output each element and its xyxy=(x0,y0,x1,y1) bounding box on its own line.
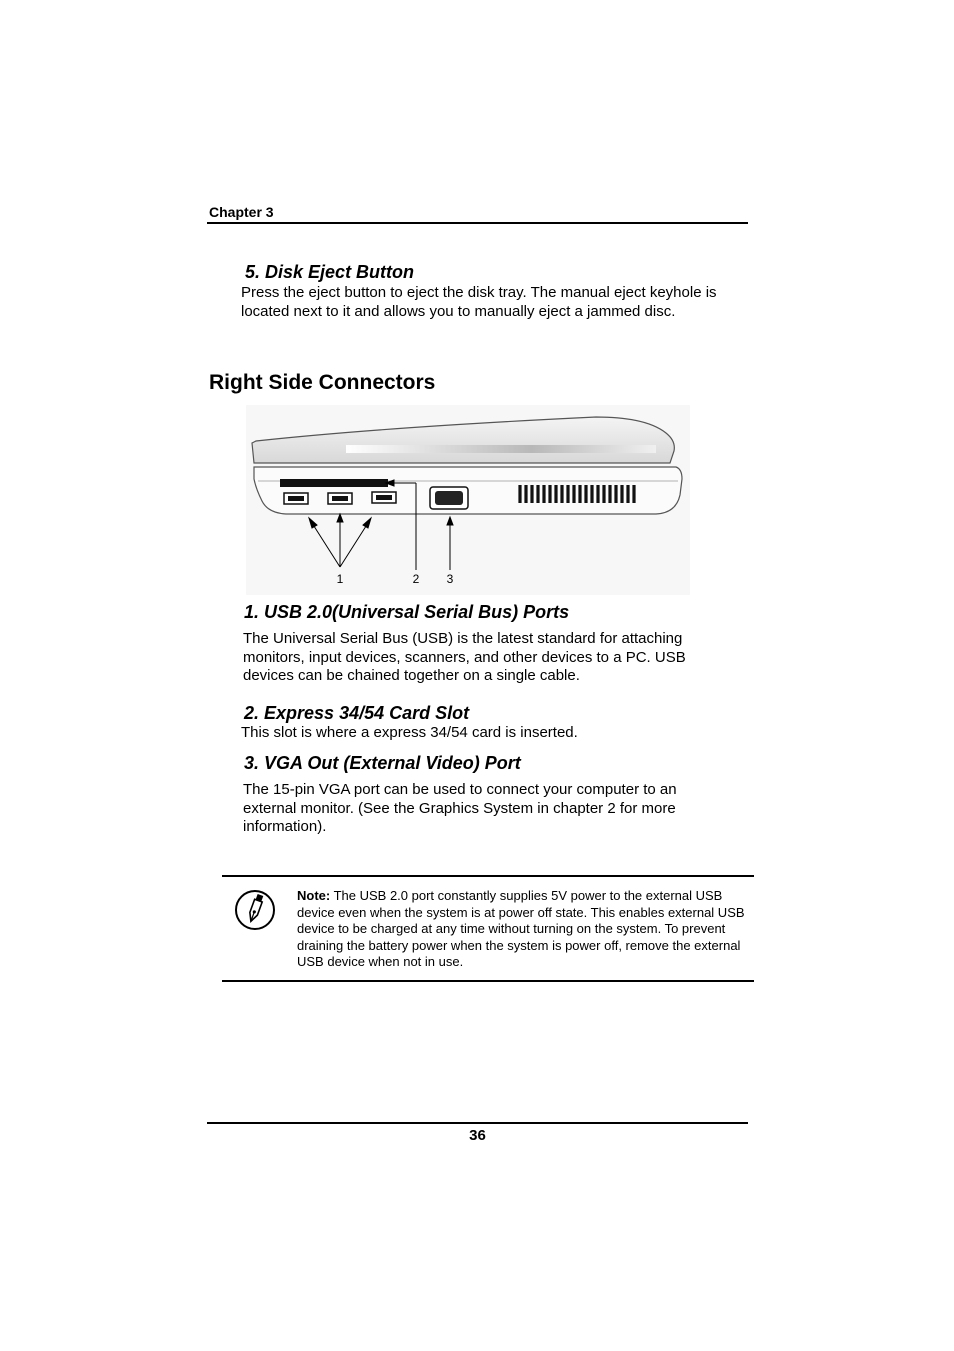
note-top-rule xyxy=(222,875,754,877)
vga-heading: 3. VGA Out (External Video) Port xyxy=(244,753,521,773)
note-body: The USB 2.0 port constantly supplies 5V power to the external USB device even when the system is at power off state. This enables external USB device to be charged at any time without turning on the system. To prevent draining the battery power when the system is power off, remove the external USB device when not in use. xyxy=(297,888,745,970)
callout-3: 3 xyxy=(446,572,454,586)
express-card-heading: 2. Express 34/54 Card Slot xyxy=(244,703,470,723)
laptop-right-side-illustration xyxy=(246,405,690,595)
note-text xyxy=(297,888,747,971)
vga-body: The 15-pin VGA port can be used to connect your computer to an external monitor. (See the Graphics System in chapter 2 for more information). xyxy=(243,781,677,835)
pen-note-icon xyxy=(233,888,277,932)
right-side-connectors-figure xyxy=(246,405,690,595)
express-card-slot xyxy=(280,479,388,487)
express-card-body: This slot is where a express 34/54 card is inserted. xyxy=(241,724,578,741)
header-rule xyxy=(207,222,748,224)
disk-eject-heading: 5. Disk Eject Button xyxy=(245,262,415,282)
page-number: 36 xyxy=(469,1127,486,1144)
usb-heading: 1. USB 2.0(Universal Serial Bus) Ports xyxy=(244,602,570,622)
chapter-label: Chapter 3 xyxy=(209,204,274,220)
note-bottom-rule xyxy=(222,980,754,982)
callout-1: 1 xyxy=(336,572,344,586)
usb-body: The Universal Serial Bus (USB) is the latest standard for attaching monitors, input devices, scanners, and other devices to a PC. USB devices can be chained together on a single cable. xyxy=(243,630,686,684)
callout-2: 2 xyxy=(412,572,420,586)
note-label: Note: xyxy=(297,888,331,903)
section-title: Right Side Connectors xyxy=(209,371,436,394)
footer-rule xyxy=(207,1122,748,1124)
disk-eject-body: Press the eject button to eject the disk tray. The manual eject keyhole is located next to it and allows you to manually eject a jammed disc. xyxy=(241,284,717,320)
